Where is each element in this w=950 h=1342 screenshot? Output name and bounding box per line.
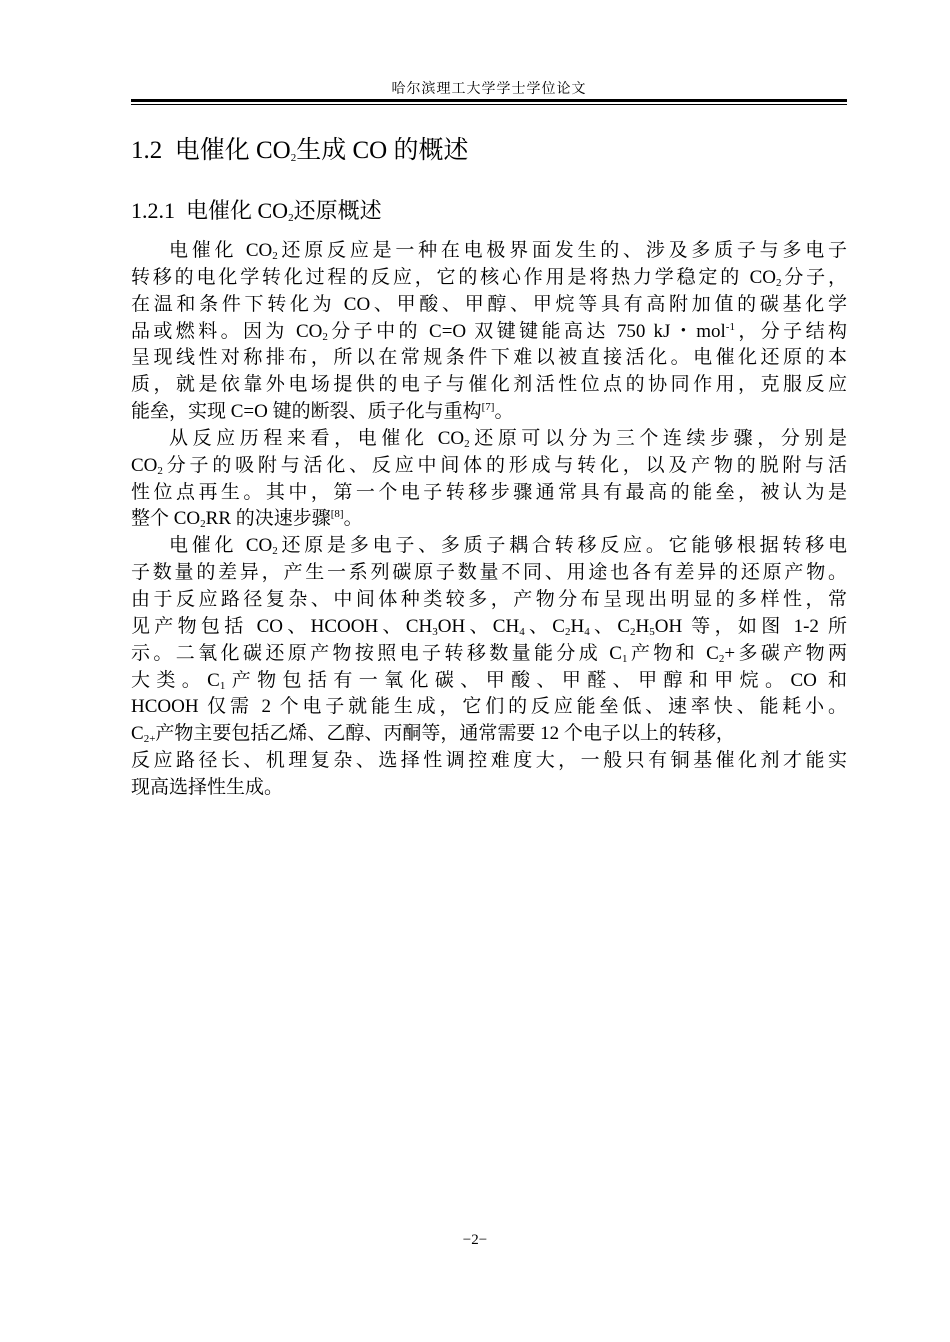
para3-line: 反应路径长、机理复杂、选择性调控难度大，一般只有铜基催化剂才能实: [131, 750, 847, 772]
para3-line: 由于反应路径复杂、中间体种类较多，产物分布呈现出明显的多样性，常: [131, 588, 847, 610]
para3-line: 见产物包括 CO、HCOOH、$CH_3OH$、$CH_4$、$C_2H_4$、$C_2H_5OH$ 等，如图 1-2 所: [131, 615, 847, 638]
running-header: 哈尔滨理工大学学士学位论文: [391, 82, 587, 97]
section-number: 1.2: [131, 137, 163, 164]
section-heading: [131, 130, 468, 166]
subsection-title-a: 电催化 CO: [186, 198, 289, 223]
header-rule-thick: [131, 99, 847, 102]
subsection-heading: [131, 194, 382, 225]
para3-line: 子数量的差异，产生一系列碳原子数量不同、用途也各有差异的还原产物。: [131, 562, 847, 584]
section-title-sub: 2: [290, 152, 297, 164]
para3-line: HCOOH 仅需 2 个电子就能生成，它们的反应能垒低、速率快、能耗小。: [131, 696, 847, 718]
para2-line: 从反应历程来看，电催化 $CO_2$还原可以分为三个连续步骤，分别是: [169, 427, 847, 450]
para1-line: 品或燃料。因为 $CO_2$分子中的 C=O 双键键能高达 750 kJ・mol$^{-1}$，分子结构: [131, 320, 847, 343]
para3-line: $C_{2+}$产物主要包括乙烯、乙醇、丙酮等，通常需要 12 个电子以上的转移，: [131, 723, 735, 746]
para3-line: 示。二氧化碳还原产物按照电子转移数量能分成 $C_1$产物和 $C_2+$多碳产物两: [131, 642, 847, 665]
page-number: −2−: [462, 1232, 488, 1248]
para1-line: 能垒，实现 C=O 键的断裂、质子化与重构[7]。: [131, 401, 514, 423]
para1-line: 在温和条件下转化为 CO、甲酸、甲醇、甲烷等具有高附加值的碳基化学: [131, 293, 847, 315]
section-title-a: 电催化 CO: [174, 137, 291, 164]
body-text: [131, 238, 847, 802]
para1-line: 电催化 $CO_2$还原反应是一种在电极界面发生的、涉及多质子与多电子: [169, 240, 847, 262]
para1-line: 转移的电化学转化过程的反应，它的核心作用是将热力学稳定的 $CO_2$分子，: [131, 266, 847, 289]
subsection-title-b: 还原概述: [293, 198, 382, 223]
para3-line: 电催化 $CO_2$还原是多电子、多质子耦合转移反应。它能够根据转移电: [169, 535, 847, 558]
section-title-b: 生成 CO 的概述: [296, 137, 469, 164]
subsection-number: 1.2.1: [131, 198, 175, 223]
para2-line: 性位点再生。其中，第一个电子转移步骤通常具有最高的能垒，被认为是: [131, 481, 847, 503]
para3-line: 现高选择性生成。: [131, 776, 284, 798]
para3-line: 大类。$C_1$产物包括有一氧化碳、甲酸、甲醛、甲醇和甲烷。CO 和: [131, 669, 847, 692]
subsection-title-sub: 2: [288, 212, 294, 224]
para2-line: 整个 $CO_2RR$ 的决速步骤[8]。: [131, 508, 363, 531]
header-rule-thin: [131, 104, 847, 105]
para1-line: 呈现线性对称排布，所以在常规条件下难以被直接活化。电催化还原的本: [131, 347, 847, 369]
para1-line: 质，就是依靠外电场提供的电子与催化剂活性位点的协同作用，克服反应: [131, 374, 847, 396]
para2-line: $CO_2$分子的吸附与活化、反应中间体的形成与转化，以及产物的脱附与活: [131, 454, 847, 477]
